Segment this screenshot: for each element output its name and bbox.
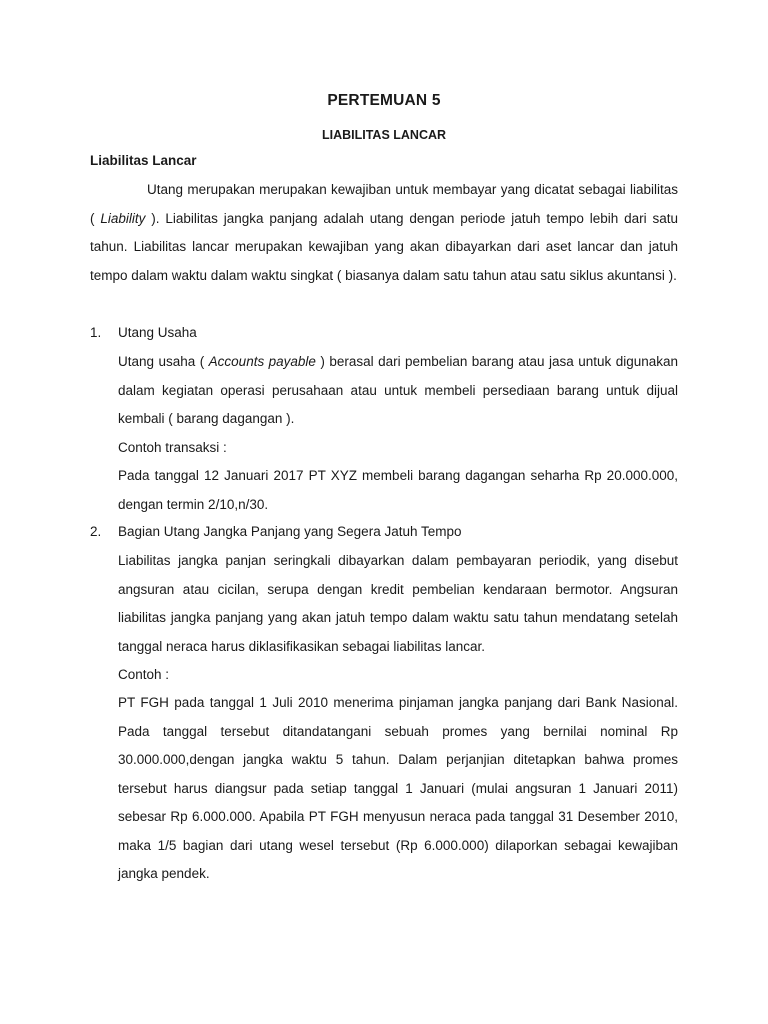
item-2-example-label: Contoh : <box>118 667 170 682</box>
intro-text-1: Utang merupakan merupakan kewajiban untuk membayar yang dicatat sebagai liabilitas ( <box>90 182 678 226</box>
list-title-2: Bagian Utang Jangka Panjang yang Segera Jatuh Tempo <box>118 524 462 539</box>
intro-paragraph <box>90 176 678 290</box>
list-number-2: 2. <box>90 524 102 539</box>
page-subtitle: LIABILITAS LANCAR <box>321 128 447 142</box>
item-1-example-text: Pada tanggal 12 Januari 2017 PT XYZ membeli barang dagangan seharha Rp 20.000.000, dengan termin 2/10,n/30. <box>118 468 678 512</box>
item-1-description <box>118 348 678 434</box>
intro-italic-term: Liability <box>100 210 146 226</box>
list-title-1: Utang Usaha <box>118 325 197 340</box>
item-2-description: Liabilitas jangka panjan seringkali dibayarkan dalam pembayaran periodik, yang disebut angsuran atau cicilan, serupa dengan kredit pembelian kendaraan bermotor. Angsuran liabilitas jangka panjang yang akan jatuh tempo dalam waktu satu tahun mendatang setelah tanggal neraca harus diklasifikasikan sebagai liabilitas lancar. <box>118 553 678 654</box>
intro-text-2: ). Liabilitas jangka panjang adalah utang dengan periode jatuh tempo lebih dari satu tahun. Liabilitas lancar merupakan kewajiban yang akan dibayarkan dari aset lancar dan jatuh tempo dalam waktu dalam waktu singkat ( biasanya dalam satu tahun atau satu siklus akuntansi ). <box>90 210 679 283</box>
section-heading: Liabilitas Lancar <box>90 153 197 168</box>
item-1-example-label: Contoh transaksi : <box>118 440 227 455</box>
page-title: PERTEMUAN 5 <box>327 92 441 109</box>
item-2-example-text: PT FGH pada tanggal 1 Juli 2010 menerima pinjaman jangka panjang dari Bank Nasional. Pada tanggal tersebut ditandatangani sebuah promes yang bernilai nominal Rp 30.000.000,dengan jangka waktu 5 tahun. Dalam perjanjian ditetapkan bahwa promes tersebut harus diangsur pada setiap tanggal 1 Januari (mulai angsuran 1 Januari 2011) sebesar Rp 6.000.000. Apabila PT FGH menyusun neraca pada tanggal 31 Desember 2010, maka 1/5 bagian dari utang wesel tersebut (Rp 6.000.000) dilaporkan sebagai kewajiban jangka pendek. <box>118 695 678 881</box>
item-1-desc-text-2: ) berasal dari pembelian barang atau jasa untuk digunakan dalam kegiatan operasi perusahaan atau untuk membeli persediaan barang untuk dijual kembali ( barang dagangan ). <box>118 354 678 426</box>
list-number-1: 1. <box>90 325 102 340</box>
item-1-italic-term: Accounts payable <box>208 354 316 369</box>
item-1-desc-text-1: Utang usaha ( <box>118 354 209 369</box>
